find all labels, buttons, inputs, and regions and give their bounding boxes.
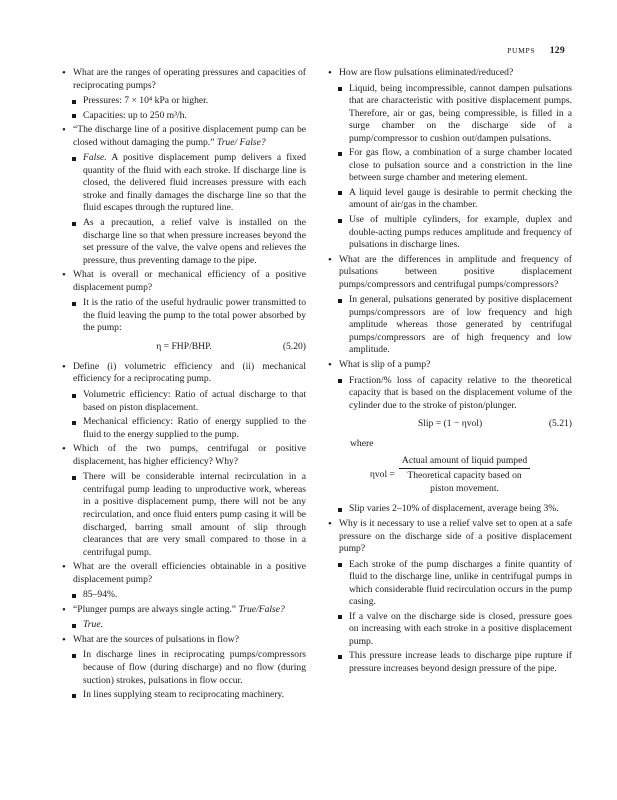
question-overall-efficiency: • What is overall or mechanical efficiency of a positive displacement pump? — [62, 269, 306, 294]
answer-true — [62, 619, 306, 632]
equation-number: (5.20) — [282, 340, 306, 352]
answer-mechanical-efficiency: Mechanical efficiency: Ratio of energy supplied to the fluid to the energy supplied to the pump. — [62, 416, 306, 441]
answer-discharge-lines: In discharge lines in reciprocating pumps/compressors because of flow (during discharge) and no flow (during suction) strokes, pulsations in flow occur. — [62, 649, 306, 687]
question-define-efficiencies: • Define (i) volumetric efficiency and (ii) mechanical efficiency for a reciprocating pump. — [62, 361, 306, 386]
answer-level-gauge: A liquid level gauge is desirable to permit checking the amount of air/gas in the chamber. — [328, 187, 572, 212]
equation-expression: η = FHP/BHP. — [156, 340, 212, 352]
running-header — [507, 44, 565, 58]
answer-pipe-rupture: This pressure increase leads to discharge pipe rupture if pressure increases beyond design pressure of the pipe. — [328, 650, 572, 675]
question-plunger-pumps — [62, 604, 306, 617]
where-label: where — [350, 438, 374, 450]
answer-steam-lines: In lines supplying steam to reciprocating machinery. — [62, 689, 306, 702]
fraction-lhs: ηvol = — [369, 468, 395, 480]
answer-relief-valve: As a precaution, a relief valve is installed on the discharge line so that when pressure increases beyond the set pressure of the valve, the valve opens and relieves the pressure, thus preventing damage to the pipe. — [62, 217, 306, 267]
answer-pulsation-differences: In general, pulsations generated by positive displacement pumps/compressors are of low frequency and high amplitude whereas those generated by centrifugal pumps/compressors are of high frequency and low amplitude. — [328, 294, 572, 357]
equation-5-20 — [62, 341, 306, 354]
right-column — [328, 67, 572, 678]
equation-5-21 — [328, 418, 572, 431]
true-false-label: True/ False? — [216, 136, 266, 148]
answer-slip-range: Slip varies 2–10% of displacement, average being 3%. — [328, 503, 572, 516]
question-amplitude-frequency: • What are the differences in amplitude and frequency of pulsations between positive displacement pumps/compressors and centrifugal pumps/compressors? — [328, 254, 572, 292]
question-pulsation-sources: • What are the sources of pulsations in flow? — [62, 634, 306, 647]
left-column — [62, 67, 306, 704]
question-text: “Plunger pumps are always single acting.” — [73, 603, 237, 615]
answer-gas-flow: For gas flow, a combination of a surge chamber located close to pulsation source and a constriction in the line between surge chamber and metering element. — [328, 147, 572, 185]
volumetric-efficiency-fraction — [328, 455, 572, 496]
question-relief-valve: • Why is it necessary to use a relief valve set to open at a safe pressure on the discharge side of a positive displacement pump? — [328, 518, 572, 556]
answer-text: A positive displacement pump delivers a fixed quantity of the fluid with each stroke. If discharge line is closed, the delivered fluid increases pressure with each stroke and finally damages the discharge line so that the fluid escapes through the ruptured line. — [83, 152, 306, 214]
answer-lead: False. — [83, 152, 107, 164]
true-false-label: True/False? — [238, 603, 285, 615]
answer-volumetric-efficiency: Volumetric efficiency: Ratio of actual discharge to that based on piston displacement. — [62, 389, 306, 414]
equation-expression: Slip = (1 − ηvol) — [417, 418, 483, 430]
question-discharge-line-closed — [62, 124, 306, 149]
denominator-line-1: Theoretical capacity based on — [407, 470, 522, 482]
answer-efficiency-range: 85–94%. — [62, 589, 306, 602]
answer-pressures: Pressures: 7 × 10⁴ kPa or higher. — [62, 95, 306, 108]
question-text: “The discharge line of a positive displacement pump can be closed without damaging the pump.” — [73, 124, 306, 148]
answer-efficiency-ratio: It is the ratio of the useful hydraulic power transmitted to the fluid leaving the pump to the total power absorbed by the pump: — [62, 297, 306, 335]
fraction-denominator — [407, 469, 521, 495]
question-overall-efficiencies: • What are the overall efficiencies obtainable in a positive displacement pump? — [62, 561, 306, 586]
answer-finite-quantity: Each stroke of the pump discharges a finite quantity of fluid to the discharge line, unlike in centrifugal pumps in which considerable fluid recirculation occurs in the pump casing. — [328, 559, 572, 609]
answer-text: True. — [83, 619, 103, 631]
question-slip: • What is slip of a pump? — [328, 359, 572, 372]
denominator-line-2: piston movement. — [430, 482, 499, 494]
answer-surge-chamber: Liquid, being incompressible, cannot dampen pulsations that are characteristic with positive displacement pumps. Therefore, air or gas, being compressible, is filled in a surge chamber on the discharge side of a pump/compressor to cushion out/dampen pulsations. — [328, 83, 572, 146]
question-operating-ranges: • What are the ranges of operating pressures and capacities of reciprocating pumps? — [62, 67, 306, 92]
page-number: 129 — [549, 45, 565, 56]
answer-recirculation: There will be considerable internal recirculation in a centrifugal pump leading to unproductive work, whereas in a positive displacement pump, there will not be any recirculation, and once fluid enters pump casing it will be discharged, barring small amount of slip through clearances that are very small compared to those in a centrifugal pump. — [62, 471, 306, 559]
answer-slip-definition: Fraction/% loss of capacity relative to the theoretical capacity that is based on the displacement volume of the cylinder due to the stroke of piston/plunger. — [328, 375, 572, 413]
equation-number: (5.21) — [548, 418, 572, 430]
answer-valve-closed: If a valve on the discharge side is closed, pressure goes on increasing with each stroke in a positive displacement pump. — [328, 611, 572, 649]
answer-multiple-cylinders: Use of multiple cylinders, for example, duplex and double-acting pumps reduces amplitude and frequency of pulsations in discharge lines. — [328, 214, 572, 252]
fraction-numerator: Actual amount of liquid pumped — [399, 455, 530, 470]
section-title: PUMPS — [507, 46, 536, 55]
question-which-pump-efficient: • Which of the two pumps, centrifugal or positive displacement, has higher efficiency? Why? — [62, 443, 306, 468]
answer-false — [62, 152, 306, 215]
question-eliminate-pulsations: • How are flow pulsations eliminated/reduced? — [328, 67, 572, 80]
answer-capacities: Capacities: up to 250 m³/h. — [62, 110, 306, 123]
